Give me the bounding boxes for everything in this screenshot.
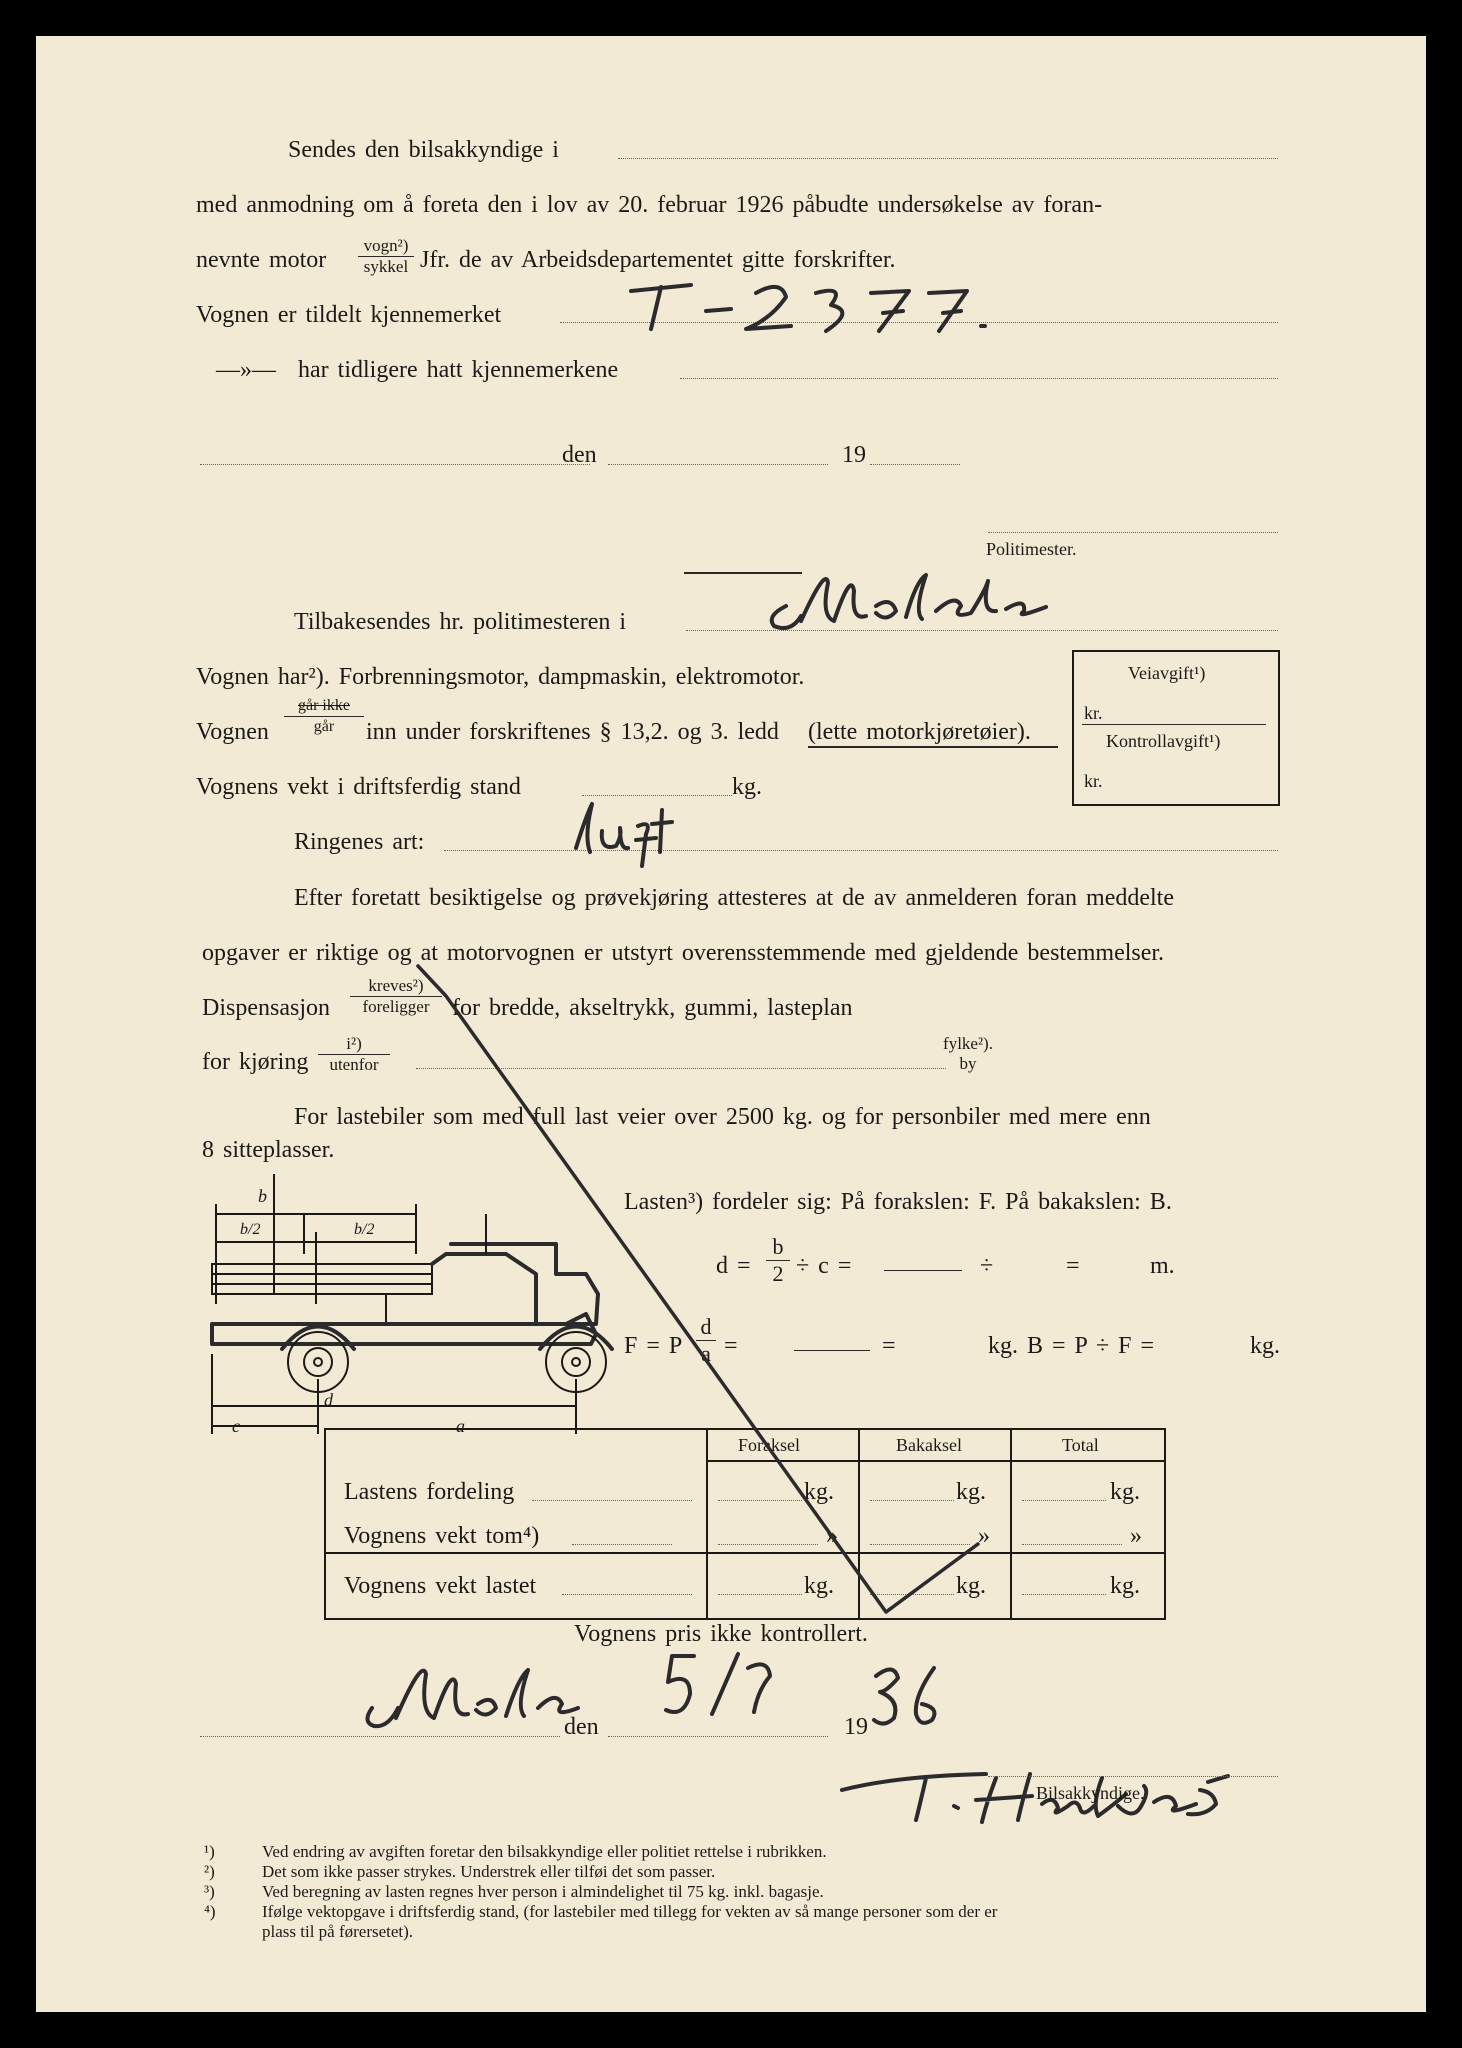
fylke-label: fylke²).: [943, 1034, 993, 1053]
col-foraksel: Foraksel: [738, 1435, 800, 1455]
dim-d: d: [324, 1390, 333, 1410]
footer-den: den: [564, 1714, 599, 1740]
gar-label: går: [313, 718, 335, 735]
i-label: i²): [318, 1034, 390, 1055]
eq-3: =: [882, 1333, 896, 1359]
nevnte-motor-label: nevnte motor: [196, 247, 327, 273]
col-bakaksel: Bakaksel: [896, 1435, 962, 1455]
col-total: Total: [1062, 1435, 1099, 1455]
year-handwriting: [870, 1656, 970, 1736]
minus-sign: ÷: [980, 1253, 994, 1279]
pris-text: Vognens pris ikke kontrollert.: [574, 1621, 868, 1647]
footnote-2-mark: ²): [204, 1862, 215, 1881]
dim-a: a: [456, 1416, 465, 1436]
a-den: a: [701, 1341, 711, 1366]
row-lastet-foraksel: kg.: [804, 1573, 834, 1599]
signature-field[interactable]: [988, 1776, 1278, 1777]
row-lastens-bakaksel: kg.: [956, 1479, 986, 1505]
attest-line-1: Efter foretatt besiktigelse og prøvekjøring attesteres at de av anmelderen foran meddelte: [294, 885, 1174, 911]
kontrollavgift-kr: kr.: [1084, 771, 1103, 791]
place-handwriting: [352, 1648, 592, 1738]
dim-c: c: [232, 1416, 240, 1436]
kontrollavgift-label: Kontrollavgift¹): [1106, 731, 1221, 751]
footnote-4-cont: plass til på førersetet).: [262, 1922, 414, 1941]
vogn-label: vogn²): [358, 236, 414, 257]
ditto-mark: —»—: [216, 357, 276, 383]
utenfor-label: utenfor: [329, 1055, 379, 1074]
lette-text: (lette motorkjøretøier).: [808, 719, 1031, 745]
for-bredde-text: for bredde, akseltrykk, gummi, lasteplan: [452, 995, 853, 1021]
dim-b: b: [258, 1186, 267, 1206]
tidligere-label: har tidligere hatt kjennemerkene: [298, 357, 619, 383]
equals-sign: =: [1066, 1253, 1080, 1279]
footnote-1-text: Ved endring av avgiften foretar den bilsakkyndige eller politiet rettelse i rubrikken.: [262, 1842, 827, 1861]
vekt-label: Vognens vekt i driftsferdig stand: [196, 774, 521, 800]
footer-date-field[interactable]: [608, 1736, 828, 1737]
d-num: d: [696, 1314, 716, 1341]
vekt-unit: kg.: [732, 774, 762, 800]
m-unit: m.: [1150, 1253, 1175, 1279]
lasten-text: Lasten³) fordeler sig: På forakslen: F. På bakakslen: B.: [624, 1189, 1172, 1215]
footer-nineteen: 19: [844, 1714, 868, 1740]
minus-c: ÷ c =: [796, 1253, 852, 1279]
for-kjoring-label: for kjøring: [202, 1049, 309, 1075]
footer-place-field[interactable]: [200, 1736, 560, 1737]
b-num: b: [766, 1234, 790, 1261]
kg-end: kg.: [1250, 1333, 1280, 1359]
dispensasjon-label: Dispensasjon: [202, 995, 330, 1021]
sykkel-label: sykkel: [363, 257, 409, 276]
load-intro-2: 8 sitteplasser.: [202, 1137, 335, 1163]
two-den: 2: [772, 1261, 784, 1286]
forskrift-text: inn under forskriftenes § 13,2. og 3. ledd: [366, 719, 779, 745]
row-lastet-total: kg.: [1110, 1573, 1140, 1599]
vognen-label: Vognen: [196, 719, 269, 745]
kg-b-eq: kg. B = P ÷ F =: [988, 1333, 1155, 1359]
ringenes-label: Ringenes art:: [294, 829, 425, 855]
row-tom-label: Vognens vekt tom⁴): [344, 1523, 540, 1549]
jfr-text: Jfr. de av Arbeidsdepartementet gitte forskrifter.: [420, 247, 896, 273]
row-lastet-label: Vognens vekt lastet: [344, 1573, 537, 1599]
sendes-label: Sendes den bilsakkyndige i: [288, 137, 559, 163]
by-label: by: [959, 1054, 977, 1073]
den-label: den: [562, 442, 597, 468]
form-page: [36, 36, 1426, 2012]
row-tom-foraksel: »: [826, 1523, 838, 1549]
kreves-label: kreves²): [350, 976, 442, 997]
dim-b2-left: b/2: [240, 1221, 261, 1238]
request-line: med anmodning om å foreta den i lov av 20. februar 1926 påbudte undersøkelse av foran-: [196, 192, 1103, 218]
d-eq: d =: [716, 1253, 751, 1279]
f-eq: F = P: [624, 1333, 683, 1359]
foreligger-label: foreligger: [362, 997, 430, 1016]
veiavgift-kr: kr.: [1084, 703, 1103, 723]
dim-b2-right: b/2: [354, 1221, 375, 1238]
footnote-3-mark: ³): [204, 1882, 215, 1901]
kjennemerket-label: Vognen er tildelt kjennemerket: [196, 302, 502, 328]
year-prefix: 19: [842, 442, 866, 468]
date-handwriting: [658, 1642, 818, 1732]
vognen-har-text: Vognen har²). Forbrenningsmotor, dampmaskin, elektromotor.: [196, 664, 805, 690]
footnote-4-mark: ⁴): [204, 1902, 216, 1921]
row-lastet-bakaksel: kg.: [956, 1573, 986, 1599]
politimester-label: Politimester.: [986, 539, 1077, 559]
row-lastens-foraksel: kg.: [804, 1479, 834, 1505]
footnote-4-text: Ifølge vektopgave i driftsferdig stand, (for lastebiler med tillegg for vekten av så mange personer som der er: [262, 1902, 998, 1921]
bilsakkyndige-label: Bilsakkyndige.: [1036, 1783, 1145, 1803]
footnote-3-text: Ved beregning av lasten regnes hver person i almindelighet til 75 kg. inkl. bagasje.: [262, 1882, 824, 1901]
footnote-2-text: Det som ikke passer strykes. Understrek eller tilføi det som passer.: [262, 1862, 716, 1881]
load-intro-1: For lastebiler som med full last veier over 2500 kg. og for personbiler med mere enn: [294, 1104, 1151, 1130]
row-lastens-label: Lastens fordeling: [344, 1479, 515, 1505]
strike-through-mark: [36, 36, 1426, 1736]
footnote-1-mark: ¹): [204, 1842, 215, 1861]
attest-line-2: opgaver er riktige og at motorvognen er utstyrt overensstemmende med gjeldende bestemmelser.: [202, 940, 1165, 966]
veiavgift-label: Veiavgift¹): [1128, 663, 1206, 683]
tilbakesendes-label: Tilbakesendes hr. politimesteren i: [294, 609, 627, 635]
row-tom-bakaksel: »: [978, 1523, 990, 1549]
gar-ikke-label: går ikke: [284, 696, 364, 717]
eq-2: =: [724, 1333, 738, 1359]
row-lastens-total: kg.: [1110, 1479, 1140, 1505]
row-tom-total: »: [1130, 1523, 1142, 1549]
